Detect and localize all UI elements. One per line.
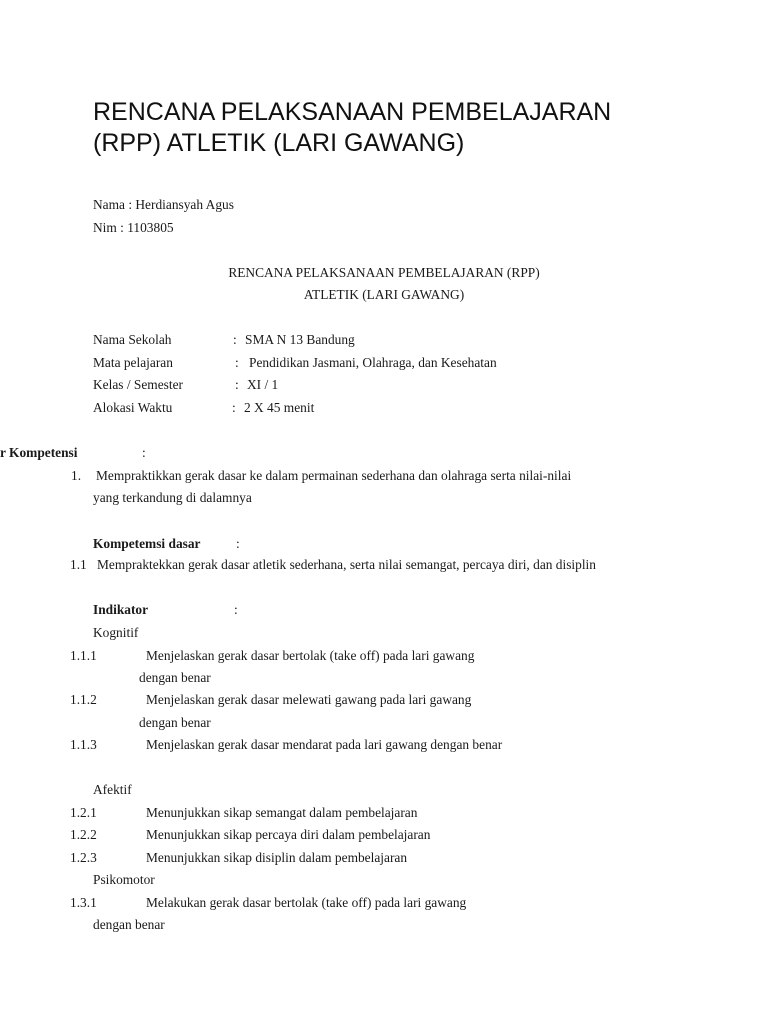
info-separator: : [232, 400, 236, 415]
kd-item-text: Mempraktekkan gerak dasar atletik sederhana, serta nilai semangat, percaya diri, dan disiplin [97, 557, 596, 572]
subtitle-line2: ATLETIK (LARI GAWANG) [303, 287, 465, 302]
info-separator: : [235, 377, 239, 392]
indikator-number: 1.3.1 [70, 895, 97, 910]
indikator-text: Menjelaskan gerak dasar bertolak (take off) pada lari gawang [146, 648, 475, 663]
indikator-text: Menunjukkan sikap semangat dalam pembelajaran [146, 805, 418, 820]
indikator-text: Menunjukkan sikap disiplin dalam pembelajaran [146, 850, 408, 865]
document-title-line1: RENCANA PELAKSANAAN PEMBELAJARAN [93, 98, 612, 126]
indikator-separator: : [234, 602, 238, 617]
kd-separator: : [236, 536, 240, 551]
info-label: Alokasi Waktu [93, 400, 173, 415]
info-label: Nama Sekolah [93, 332, 172, 347]
indikator-text: Menunjukkan sikap percaya diri dalam pembelajaran [146, 827, 431, 842]
indikator-number: 1.2.2 [70, 827, 97, 842]
psikomotor-label: Psikomotor [93, 872, 155, 887]
indikator-text-cont: dengan benar [139, 715, 211, 730]
indikator-text-cont: dengan benar [93, 917, 165, 932]
standar-item-text-cont: yang terkandung di dalamnya [93, 490, 252, 505]
kognitif-label: Kognitif [93, 625, 139, 640]
indikator-number: 1.2.3 [70, 850, 97, 865]
info-value: SMA N 13 Bandung [245, 332, 355, 347]
kd-item-number: 1.1 [70, 557, 87, 572]
indikator-number: 1.2.1 [70, 805, 97, 820]
info-value: 2 X 45 menit [244, 400, 315, 415]
indikator-number: 1.1.1 [70, 648, 97, 663]
indikator-heading: Indikator [93, 602, 149, 617]
info-value: Pendidikan Jasmani, Olahraga, dan Kesehatan [249, 355, 497, 370]
standar-item-text: Mempraktikkan gerak dasar ke dalam permainan sederhana dan olahraga serta nilai-nilai [96, 468, 572, 483]
subtitle-line1: RENCANA PELAKSANAAN PEMBELAJARAN (RPP) [228, 265, 540, 280]
author-name: Nama : Herdiansyah Agus [93, 197, 234, 212]
indikator-number: 1.1.3 [70, 737, 97, 752]
indikator-text: Menjelaskan gerak dasar melewati gawang pada lari gawang [146, 692, 472, 707]
info-value: XI / 1 [247, 377, 279, 392]
document-title-line2: (RPP) ATLETIK (LARI GAWANG) [93, 129, 465, 157]
standar-heading: r Kompetensi [0, 445, 78, 460]
standar-separator: : [142, 445, 146, 460]
afektif-label: Afektif [93, 782, 132, 797]
indikator-text: Melakukan gerak dasar bertolak (take off) pada lari gawang [146, 895, 467, 910]
info-label: Mata pelajaran [93, 355, 173, 370]
indikator-number: 1.1.2 [70, 692, 97, 707]
kd-heading: Kompetemsi dasar [93, 536, 201, 551]
standar-item-number: 1. [71, 468, 82, 483]
indikator-text: Menjelaskan gerak dasar mendarat pada lari gawang dengan benar [146, 737, 503, 752]
info-separator: : [233, 332, 237, 347]
indikator-text-cont: dengan benar [139, 670, 211, 685]
info-separator: : [235, 355, 239, 370]
info-label: Kelas / Semester [93, 377, 183, 392]
author-nim: Nim : 1103805 [93, 220, 174, 235]
